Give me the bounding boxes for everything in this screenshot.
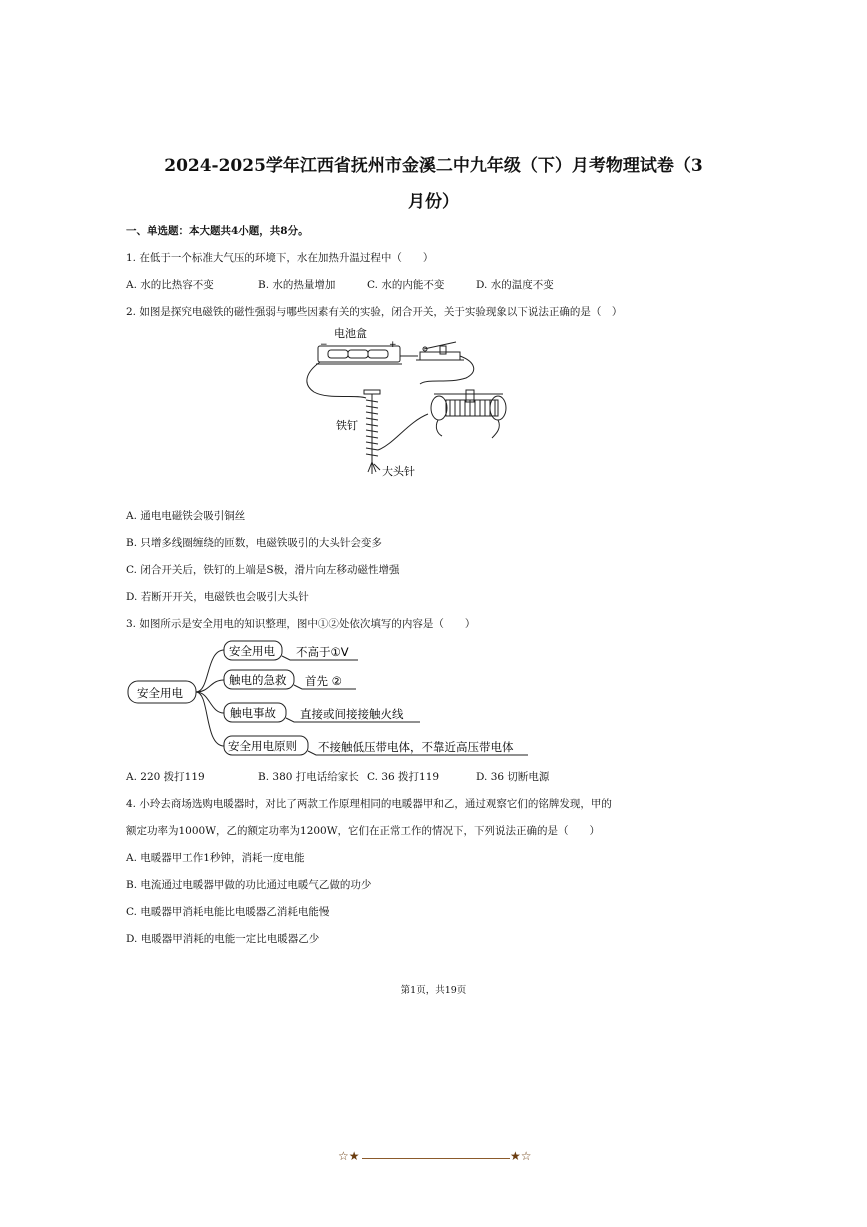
question-3-stem: 3. 如图所示是安全用电的知识整理，图中①②处依次填写的内容是（ ） [126, 618, 476, 630]
battery-box-label: 电池盒 [334, 327, 367, 340]
question-4-stem-line-1: 4. 小玲去商场选购电暖器时，对比了两款工作原理相同的电暖器甲和乙，通过观察它们的铭牌发现，甲的 [126, 798, 612, 810]
star-icon-right: ★☆ [510, 1149, 532, 1163]
q1-option-a: A. 水的比热容不变 [126, 279, 214, 291]
decorative-divider [362, 1158, 510, 1159]
star-icon-left: ☆★ [338, 1149, 360, 1163]
q2-option-d: D. 若断开开关，电磁铁也会吸引大头针 [126, 591, 309, 603]
q4-option-b: B. 电流通过电暖器甲做的功比通过电暖气乙做的功少 [126, 879, 372, 891]
svg-text:−: − [320, 340, 328, 350]
q3-option-b: B. 380 打电话给家长 [258, 771, 359, 783]
mindmap-detail-2: 首先 ② [305, 674, 342, 688]
footer-decoration [338, 1150, 534, 1166]
iron-nail [364, 390, 380, 462]
mindmap-root-label: 安全用电 [137, 686, 183, 700]
mindmap-node-4-label: 安全用电原则 [228, 739, 297, 753]
exam-title [100, 148, 767, 220]
mindmap-node-1-label: 安全用电 [229, 644, 275, 658]
electromagnet-figure [298, 322, 528, 482]
switch [416, 342, 464, 360]
q4-option-c: C. 电暖器甲消耗电能比电暖器乙消耗电能慢 [126, 906, 330, 918]
q3-option-a: A. 220 拨打119 [126, 771, 205, 783]
question-4-stem-line-2: 额定功率为1000W，乙的额定功率为1200W，它们在正常工作的情况下，下列说法正确的是（ ） [126, 825, 601, 837]
page-number: 第1页，共19页 [400, 985, 467, 996]
q3-option-c: C. 36 拨打119 [367, 771, 440, 783]
svg-text:+: + [389, 340, 397, 350]
q4-option-d: D. 电暖器甲消耗的电能一定比电暖器乙少 [126, 933, 320, 945]
q1-option-b: B. 水的热量增加 [258, 279, 336, 291]
safety-mindmap [124, 636, 534, 760]
q2-option-b: B. 只增多线圈缠绕的匝数，电磁铁吸引的大头针会变多 [126, 537, 382, 549]
mindmap-node-2-label: 触电的急救 [229, 673, 287, 687]
q1-option-c: C. 水的内能不变 [367, 279, 445, 291]
q3-option-d: D. 36 切断电源 [476, 771, 550, 783]
mindmap-detail-1: 不高于①V [296, 645, 349, 659]
mindmap-detail-3: 直接或间接接触火线 [300, 707, 404, 721]
mindmap-node-3-label: 触电事故 [230, 706, 276, 720]
question-2-stem: 2. 如图是探究电磁铁的磁性强弱与哪些因素有关的实验，闭合开关，关于实验现象以下说法正确的是（ ） [126, 306, 623, 318]
rheostat [431, 390, 506, 420]
title-line-2: 月份） [408, 192, 459, 212]
q4-option-a: A. 电暖器甲工作1秒钟，消耗一度电能 [126, 852, 305, 864]
question-1-stem: 1. 在低于一个标准大气压的环境下，水在加热升温过程中（ ） [126, 252, 434, 264]
mindmap-detail-4: 不接触低压带电体，不靠近高压带电体 [318, 740, 514, 754]
q2-option-a: A. 通电电磁铁会吸引铜丝 [126, 510, 246, 522]
pins-label: 大头针 [382, 465, 415, 478]
q1-option-d: D. 水的温度不变 [476, 279, 554, 291]
section-heading: 一、单选题：本大题共4小题，共8分。 [126, 225, 309, 237]
title-line-1: 2024-2025学年江西省抚州市金溪二中九年级（下）月考物理试卷（3 [164, 156, 703, 176]
q2-option-c: C. 闭合开关后，铁钉的上端是S极，滑片向左移动磁性增强 [126, 564, 400, 576]
nail-label: 铁钉 [336, 419, 358, 432]
